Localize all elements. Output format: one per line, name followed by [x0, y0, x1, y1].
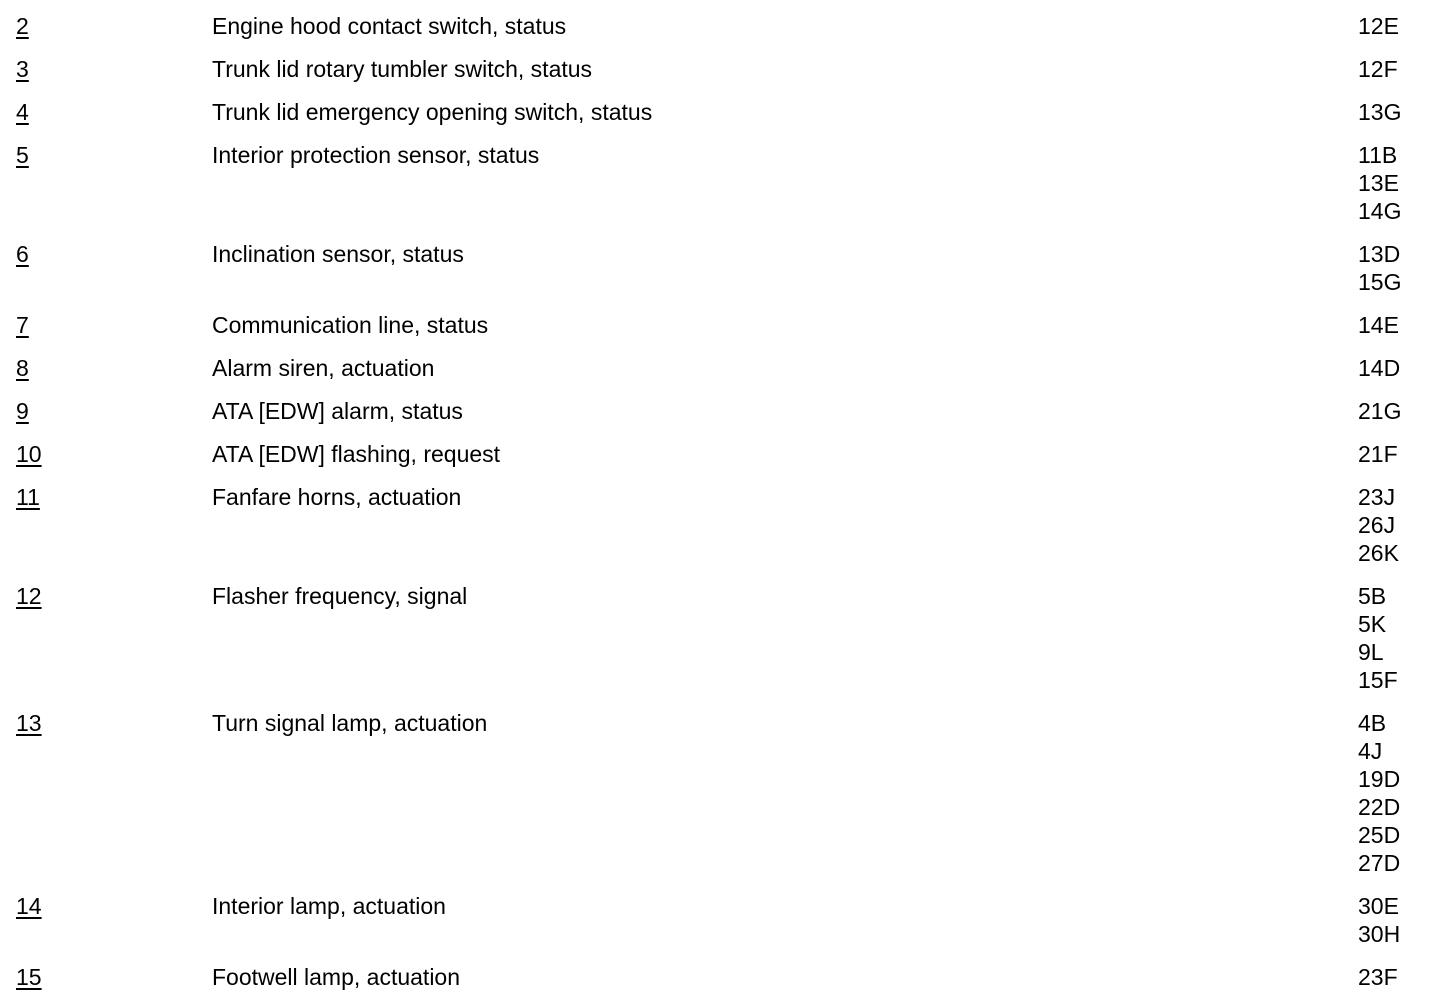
legend-label: Communication line, status — [212, 312, 489, 338]
grid-ref: 12F — [1358, 56, 1398, 82]
grid-ref: 15F — [1358, 667, 1398, 693]
legend-number-link[interactable]: 14 — [16, 893, 42, 919]
legend-label: Interior protection sensor, status — [212, 142, 540, 168]
legend-row — [0, 963, 1440, 991]
legend-number-link[interactable]: 6 — [16, 241, 29, 267]
grid-ref: 14G — [1358, 198, 1402, 224]
legend-label: Trunk lid rotary tumbler switch, status — [212, 56, 593, 82]
legend-number-link[interactable]: 11 — [16, 484, 40, 510]
grid-ref: 5K — [1358, 611, 1387, 637]
legend-label: ATA [EDW] alarm, status — [212, 398, 463, 424]
grid-ref-list — [1358, 397, 1440, 425]
grid-ref-list — [1358, 483, 1440, 567]
legend-label: Alarm siren, actuation — [212, 355, 435, 381]
legend-number-link[interactable]: 9 — [16, 398, 29, 424]
grid-ref: 27D — [1358, 850, 1401, 876]
legend-row — [0, 12, 1440, 40]
legend-number-link[interactable]: 2 — [16, 13, 29, 39]
grid-ref: 19D — [1358, 766, 1401, 792]
grid-ref: 26J — [1358, 512, 1396, 538]
legend-label: Fanfare horns, actuation — [212, 484, 462, 510]
grid-ref-list — [1358, 892, 1440, 948]
grid-ref: 13E — [1358, 170, 1399, 196]
legend-row — [0, 354, 1440, 382]
grid-ref-list — [1358, 240, 1440, 296]
legend-row — [0, 141, 1440, 225]
grid-ref: 23J — [1358, 484, 1396, 510]
grid-ref: 5B — [1358, 583, 1387, 609]
grid-ref: 23F — [1358, 964, 1398, 990]
grid-ref: 15G — [1358, 269, 1402, 295]
legend-row — [0, 98, 1440, 126]
legend-row — [0, 397, 1440, 425]
legend-number-link[interactable]: 15 — [16, 964, 42, 990]
grid-ref-list — [1358, 311, 1440, 339]
legend-row — [0, 892, 1440, 948]
grid-ref-list — [1358, 582, 1440, 694]
grid-ref: 22D — [1358, 794, 1401, 820]
grid-ref: 14D — [1358, 355, 1401, 381]
legend-number-link[interactable]: 4 — [16, 99, 29, 125]
legend-row — [0, 483, 1440, 567]
grid-ref-list — [1358, 709, 1440, 877]
legend-label: ATA [EDW] flashing, request — [212, 441, 501, 467]
legend-table — [0, 12, 1440, 991]
legend-row — [0, 582, 1440, 694]
grid-ref: 12E — [1358, 13, 1399, 39]
legend-row — [0, 240, 1440, 296]
grid-ref-list — [1358, 141, 1440, 225]
grid-ref: 4B — [1358, 710, 1387, 736]
grid-ref: 13D — [1358, 241, 1401, 267]
legend-number-link[interactable]: 13 — [16, 710, 42, 736]
grid-ref: 26K — [1358, 540, 1399, 566]
grid-ref: 9L — [1358, 639, 1384, 665]
grid-ref-list — [1358, 98, 1440, 126]
legend-number-link[interactable]: 3 — [16, 56, 29, 82]
grid-ref: 13G — [1358, 99, 1402, 125]
grid-ref: 4J — [1358, 738, 1383, 764]
legend-label: Interior lamp, actuation — [212, 893, 446, 919]
grid-ref: 21G — [1358, 398, 1402, 424]
legend-label: Footwell lamp, actuation — [212, 964, 461, 990]
grid-ref: 11B — [1358, 142, 1398, 168]
grid-ref-list — [1358, 963, 1440, 991]
grid-ref: 30E — [1358, 893, 1399, 919]
legend-row — [0, 709, 1440, 877]
legend-label: Turn signal lamp, actuation — [212, 710, 488, 736]
grid-ref: 21F — [1358, 441, 1398, 467]
grid-ref-list — [1358, 354, 1440, 382]
legend-label: Inclination sensor, status — [212, 241, 464, 267]
legend-row — [0, 311, 1440, 339]
grid-ref-list — [1358, 440, 1440, 468]
grid-ref: 30H — [1358, 921, 1401, 947]
legend-label: Engine hood contact switch, status — [212, 13, 567, 39]
legend-number-link[interactable]: 7 — [16, 312, 29, 338]
legend-number-link[interactable]: 8 — [16, 355, 29, 381]
legend-number-link[interactable]: 12 — [16, 583, 42, 609]
legend-label: Trunk lid emergency opening switch, status — [212, 99, 653, 125]
grid-ref-list — [1358, 55, 1440, 83]
grid-ref: 25D — [1358, 822, 1401, 848]
legend-number-link[interactable]: 10 — [16, 441, 42, 467]
legend-label: Flasher frequency, signal — [212, 583, 468, 609]
grid-ref: 14E — [1358, 312, 1399, 338]
grid-ref-list — [1358, 12, 1440, 40]
legend-row — [0, 440, 1440, 468]
legend-number-link[interactable]: 5 — [16, 142, 29, 168]
legend-row — [0, 55, 1440, 83]
